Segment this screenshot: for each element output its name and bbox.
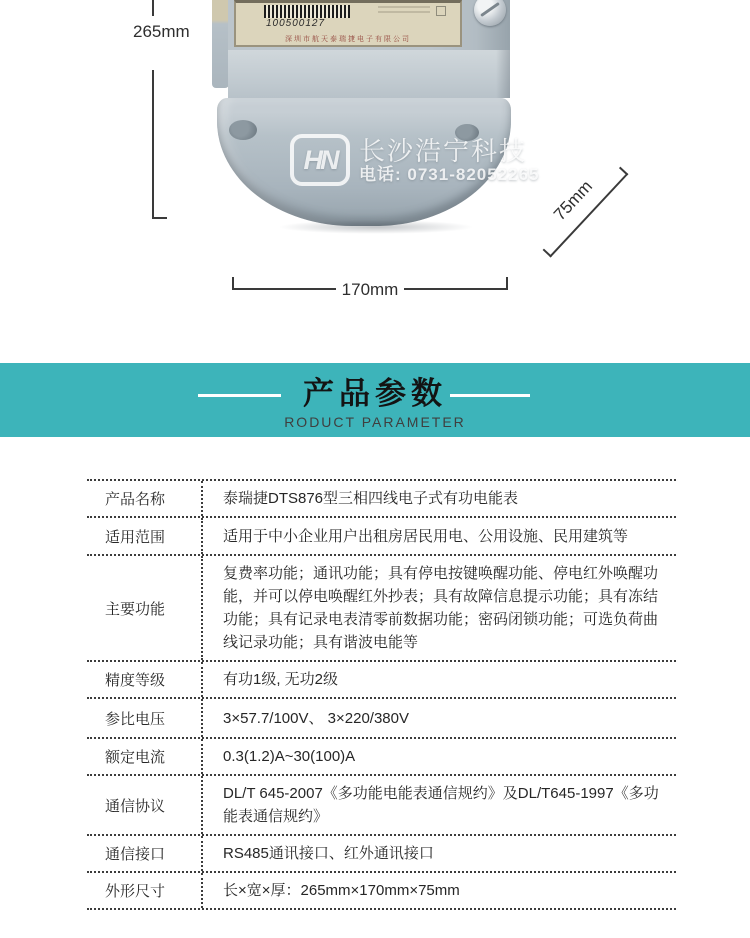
table-row — [87, 836, 676, 873]
banner-divider-left — [198, 394, 281, 397]
param-value: 3×57.7/100V、 3×220/380V — [223, 709, 409, 727]
screw-icon — [474, 0, 506, 26]
param-label: 适用范围 — [87, 518, 203, 554]
barcode-image — [264, 5, 350, 18]
nameplate-fine-print — [378, 6, 430, 16]
dimension-height-label: 265mm — [133, 22, 190, 41]
param-label: 主要功能 — [87, 556, 203, 660]
dimension-width-line-left — [233, 288, 336, 290]
dimension-depth-label: 75mm — [549, 176, 597, 225]
section-subtitle: RODUCT PARAMETER — [284, 414, 466, 430]
param-value: 0.3(1.2)A~30(100)A — [223, 748, 356, 765]
table-row — [87, 739, 676, 776]
param-value: DL/T 645-2007《多功能电能表通信规约》及DL/T645‐1997《多功能表通信规约》 — [223, 785, 659, 825]
param-label: 通信接口 — [87, 836, 203, 871]
dimension-depth — [527, 152, 633, 261]
param-label: 额定电流 — [87, 739, 203, 774]
terminal-screw-cap-left — [229, 120, 257, 140]
table-row — [87, 518, 676, 556]
watermark-phone: 电话: 0731-82052265 — [359, 164, 540, 184]
watermark-company: 长沙浩宁科技 — [359, 135, 528, 166]
param-label: 通信协议 — [87, 776, 203, 834]
nameplate-company-text: 深圳市航天泰瑞捷电子有限公司 — [285, 36, 411, 43]
watermark — [290, 134, 540, 186]
param-value: 适用于中小企业用户出租房居民用电、公用设施、民用建筑等 — [223, 527, 629, 545]
meter-face — [228, 0, 510, 50]
table-row — [87, 662, 676, 699]
dimension-height-line — [152, 70, 167, 219]
nameplate-symbol — [436, 6, 446, 16]
dimension-width-label: 170mm — [341, 280, 399, 299]
table-row — [87, 776, 676, 836]
section-title: 产品参数 — [303, 376, 447, 411]
param-value: 长×宽×厚：265mm×170mm×75mm — [223, 882, 460, 899]
param-label: 参比电压 — [87, 699, 203, 737]
banner-divider-right — [450, 394, 530, 397]
param-label: 外形尺寸 — [87, 873, 203, 908]
param-label: 产品名称 — [87, 481, 203, 516]
photo-shadow — [278, 220, 474, 234]
table-row — [87, 479, 676, 518]
parameter-table — [87, 479, 676, 910]
barcode-number: 100500127 — [266, 18, 326, 29]
table-row — [87, 699, 676, 739]
param-value: 复费率功能；通讯功能；具有停电按键唤醒功能、停电红外唤醒功能，并可以停电唤醒红外抄表；具有故障信息提示功能；具有冻结功能；具有记录电表清零前数据功能；密码闭锁功能；可选负荷曲线记录功能；具有谐波电能等 — [223, 565, 659, 651]
dimension-width-tick-right — [506, 277, 508, 290]
meter-nameplate — [234, 0, 462, 47]
table-row — [87, 873, 676, 910]
section-banner — [0, 363, 750, 437]
param-value: RS485通讯接口、红外通讯接口 — [223, 845, 434, 862]
dimension-width-line-right — [404, 288, 507, 290]
meter-side-bracket — [212, 0, 229, 88]
table-row — [87, 556, 676, 662]
dimension-height-tick — [152, 0, 154, 16]
param-value: 有功1级, 无功2级 — [223, 671, 339, 688]
param-value: 泰瑞捷DTS876型三相四线电子式有功电能表 — [223, 490, 519, 507]
meter-photo — [212, 0, 540, 236]
watermark-logo-icon: HN — [290, 134, 350, 186]
meter-body — [228, 50, 510, 98]
param-label: 精度等级 — [87, 662, 203, 697]
